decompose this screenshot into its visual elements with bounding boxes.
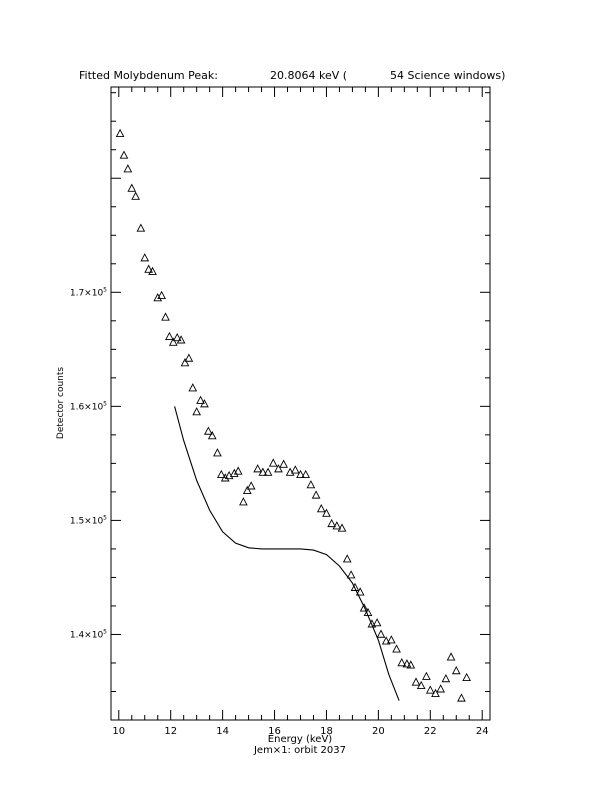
data-point — [240, 498, 247, 505]
y-tick-label: $1.5\times 10^5$ — [69, 514, 107, 527]
y-tick-label: $1.4\times 10^5$ — [69, 628, 107, 641]
x-axis — [112, 87, 488, 737]
data-point — [437, 685, 444, 692]
fit-curve-line — [175, 406, 400, 700]
data-point — [244, 487, 251, 494]
data-point — [214, 449, 221, 456]
x-tick-label: 12 — [164, 726, 178, 737]
plot-frame — [111, 87, 490, 720]
data-point — [423, 673, 430, 680]
data-point — [412, 678, 419, 685]
x-tick-label: 24 — [475, 726, 489, 737]
data-points — [116, 130, 470, 701]
data-point — [193, 408, 200, 415]
data-point — [162, 313, 169, 320]
x-tick-label: 16 — [268, 726, 281, 737]
data-point — [427, 686, 434, 693]
title-left: Fitted Molybdenum Peak: — [79, 69, 218, 82]
x-tick-label: 18 — [320, 726, 333, 737]
data-point — [128, 185, 135, 192]
data-point — [344, 555, 351, 562]
data-point — [209, 432, 216, 439]
x-axis-label: Energy (keV) — [267, 734, 333, 745]
x-tick-label: 10 — [112, 726, 126, 737]
data-point — [248, 482, 255, 489]
y-axis-label: Detector counts — [56, 366, 66, 440]
data-point — [132, 192, 139, 199]
y-tick-label: $1.6\times 10^5$ — [69, 400, 107, 413]
y-tick-label: $1.7\times 10^5$ — [69, 286, 107, 299]
data-point — [120, 151, 127, 158]
data-point — [447, 653, 454, 660]
x-tick-label: 14 — [216, 726, 229, 737]
data-point — [141, 254, 148, 261]
data-point — [463, 674, 470, 681]
chart-title — [79, 69, 505, 82]
data-point — [116, 130, 123, 137]
data-point — [377, 630, 384, 637]
data-point — [181, 359, 188, 366]
data-point — [458, 694, 465, 701]
data-point — [205, 427, 212, 434]
data-point — [328, 520, 335, 527]
data-point — [270, 459, 277, 466]
data-point — [307, 481, 314, 488]
x-tick-label: 22 — [423, 726, 437, 737]
title-value: 20.8064 keV ( — [270, 69, 348, 82]
fit-layer — [175, 406, 400, 700]
data-point — [348, 571, 355, 578]
data-point — [453, 667, 460, 674]
data-point — [318, 505, 325, 512]
title-right: 54 Science windows) — [390, 69, 506, 82]
data-point — [189, 384, 196, 391]
data-point — [124, 165, 131, 172]
data-point — [166, 333, 173, 340]
data-point — [254, 465, 261, 472]
data-point — [185, 354, 192, 361]
footer-label: Jem×1: orbit 2037 — [253, 745, 347, 756]
data-point — [312, 491, 319, 498]
data-point — [442, 675, 449, 682]
x-tick-label: 20 — [372, 726, 385, 737]
data-point — [292, 466, 299, 473]
data-point — [137, 224, 144, 231]
data-point — [393, 645, 400, 652]
data-point — [280, 461, 287, 468]
